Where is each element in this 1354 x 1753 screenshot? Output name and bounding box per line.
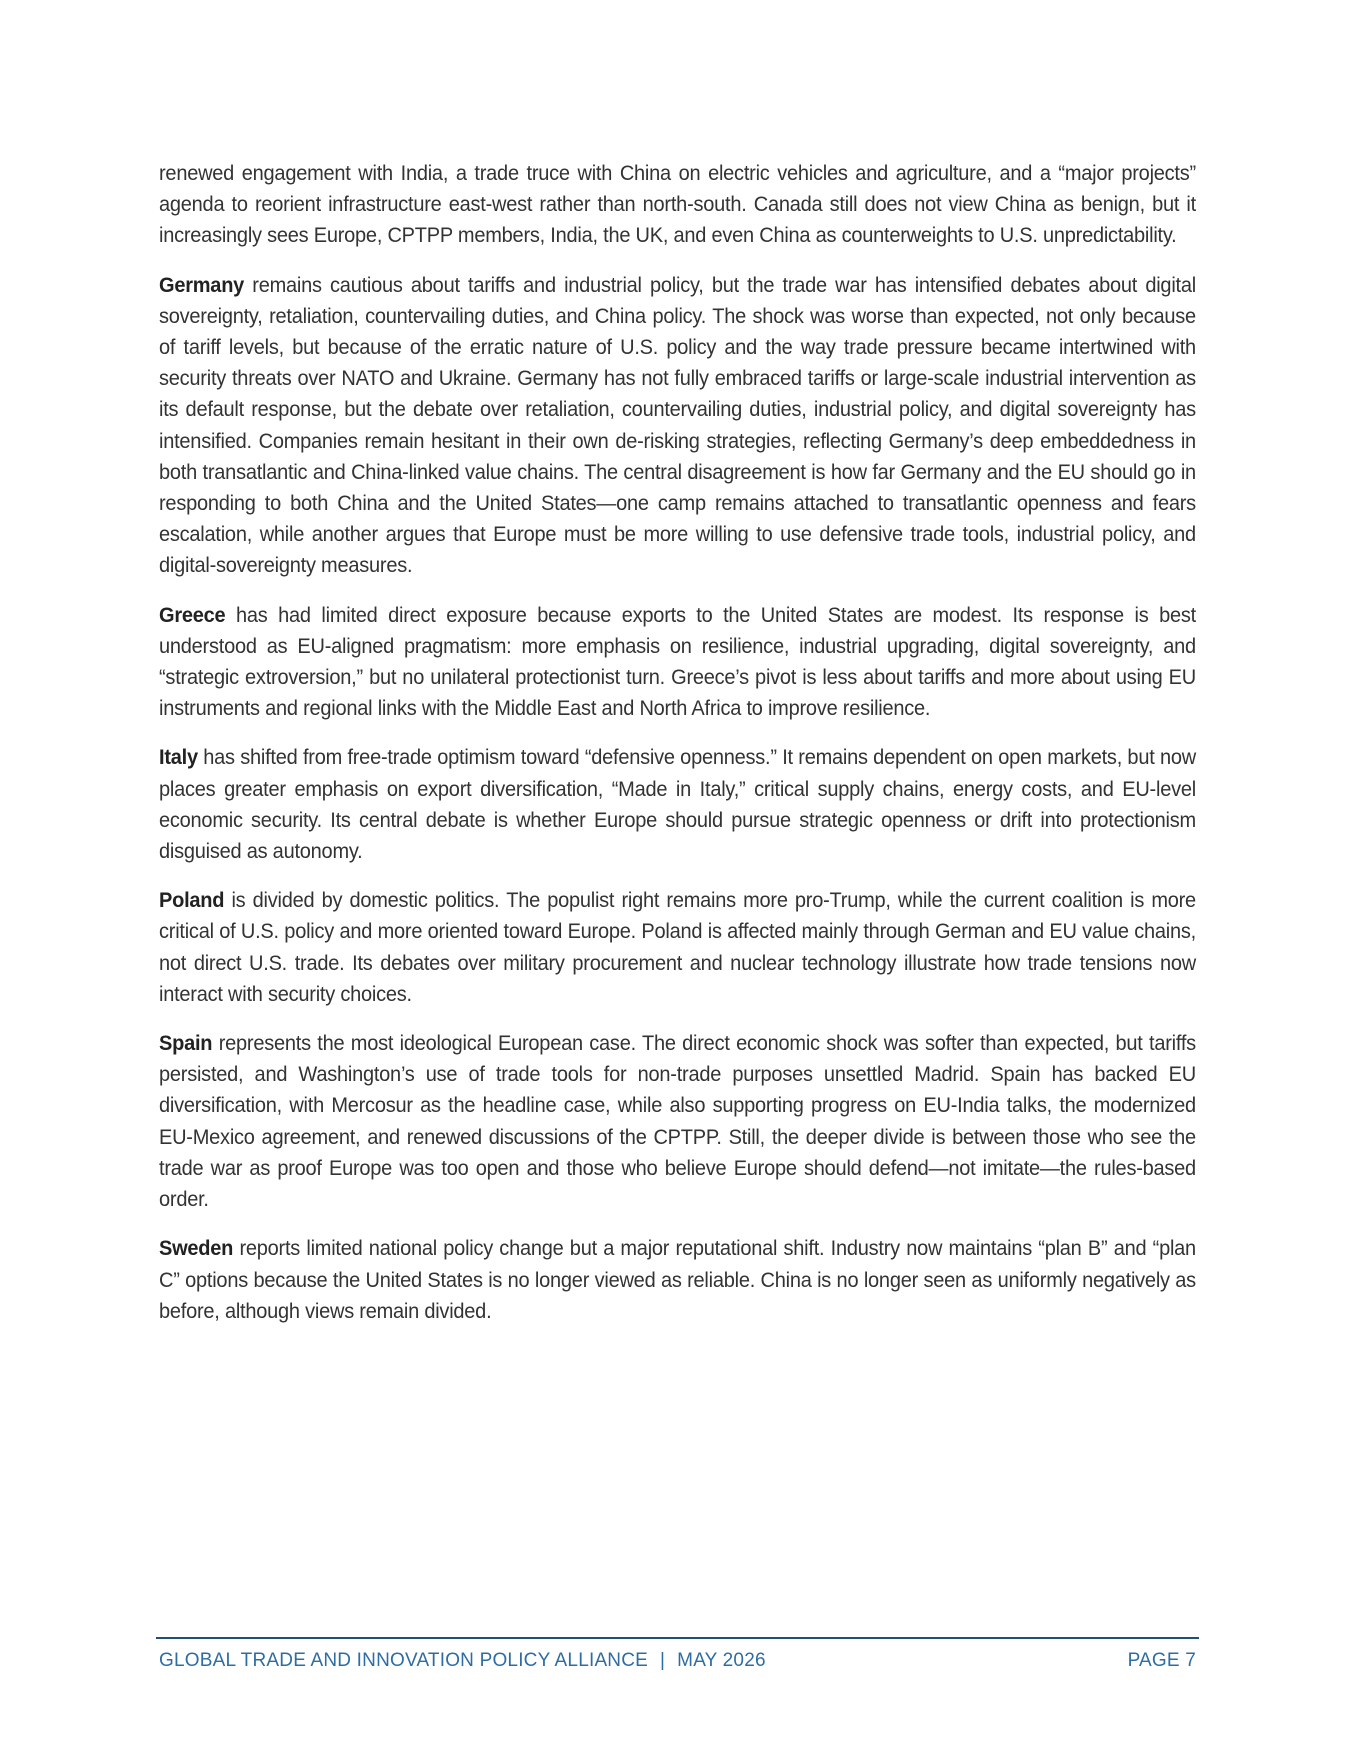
footer-date: MAY 2026: [677, 1650, 766, 1671]
country-heading-italy: Italy: [159, 745, 198, 770]
country-heading-poland: Poland: [159, 888, 225, 913]
paragraph-text: has shifted from free-trade optimism toward “defensive openness.” It remains dependent on open markets, but now places greater emphasis on export diversification, “Made in Italy,” critical supply chains, energy costs, and EU-level economic security. Its central debate is whether Europe should pursue strategic openness or drift into protectionism disguised as autonomy.: [159, 745, 1196, 864]
paragraph-germany: [159, 270, 1196, 582]
paragraph-text: remains cautious about tariffs and industrial policy, but the trade war has intensified debates about digital sovereignty, retaliation, countervailing duties, and China policy. The shock was worse than expected, not only because of tariff levels, but because of the erratic nature of U.S. policy and the way trade pressure became intertwined with security threats over NATO and Ukraine. Germany has not fully embraced tariffs or large-scale industrial intervention as its default response, but the debate over retaliation, countervailing duties, industrial policy, and digital sovereignty has intensified. Companies remain hesitant in their own de-risking strategies, reflecting Germany’s deep embeddedness in both transatlantic and China-linked value chains. The central disagreement is how far Germany and the EU should go in responding to both China and the United States—one camp remains attached to transatlantic openness and fears escalation, while another argues that Europe must be more willing to use defensive trade tools, industrial policy, and digital-sovereignty measures.: [159, 272, 1196, 578]
paragraph-sweden: [159, 1233, 1196, 1327]
paragraph-text: reports limited national policy change but a major reputational shift. Industry now maintains “plan B” and “plan C” options because the United States is no longer viewed as reliable. China is no longer seen as uniformly negatively as before, although views remain divided.: [159, 1236, 1196, 1323]
footer-separator: |: [660, 1650, 666, 1671]
paragraph-italy: [159, 742, 1196, 867]
footer-divider: [156, 1637, 1199, 1639]
paragraph-text: is divided by domestic politics. The populist right remains more pro-Trump, while the current coalition is more critical of U.S. policy and more oriented toward Europe. Poland is affected mainly through German and EU value chains, not direct U.S. trade. Its debates over military procurement and nuclear technology illustrate how trade tensions now interact with security choices.: [159, 888, 1196, 1006]
country-heading-sweden: Sweden: [159, 1236, 234, 1261]
footer-left: [159, 1650, 766, 1672]
country-heading-germany: Germany: [159, 272, 245, 297]
paragraph-poland: [159, 885, 1196, 1010]
page-number: PAGE 7: [1127, 1650, 1196, 1671]
footer-organization: GLOBAL TRADE AND INNOVATION POLICY ALLIANCE: [159, 1650, 649, 1671]
paragraph-spain: [159, 1028, 1196, 1215]
country-heading-spain: Spain: [159, 1031, 213, 1056]
paragraph-text: renewed engagement with India, a trade truce with China on electric vehicles and agriculture, and a “major projects” agenda to reorient infrastructure east-west rather than north-south. Canada still does not view China as benign, but it increasingly sees Europe, CPTPP members, India, the UK, and even China as counterweights to U.S. unpredictability.: [159, 161, 1196, 248]
paragraph-canada-continued: [159, 158, 1196, 252]
paragraph-greece: [159, 600, 1196, 725]
paragraph-text: represents the most ideological European case. The direct economic shock was softer than expected, but tariffs persisted, and Washington’s use of trade tools for non-trade purposes unsettled Madrid. Spain has backed EU diversification, with Mercosur as the headline case, while also supporting progress on EU-India talks, the modernized EU-Mexico agreement, and renewed discussions of the CPTPP. Still, the deeper divide is between those who see the trade war as proof Europe was too open and those who believe Europe should defend—not imitate—the rules-based order.: [159, 1031, 1196, 1212]
country-heading-greece: Greece: [159, 602, 226, 627]
paragraph-text: has had limited direct exposure because exports to the United States are modest. Its response is best understood as EU-aligned pragmatism: more emphasis on resilience, industrial upgrading, digital sovereignty, and “strategic extroversion,” but no unilateral protectionist turn. Greece’s pivot is less about tariffs and more about using EU instruments and regional links with the Middle East and North Africa to improve resilience.: [159, 602, 1196, 721]
document-body: [159, 158, 1196, 1345]
